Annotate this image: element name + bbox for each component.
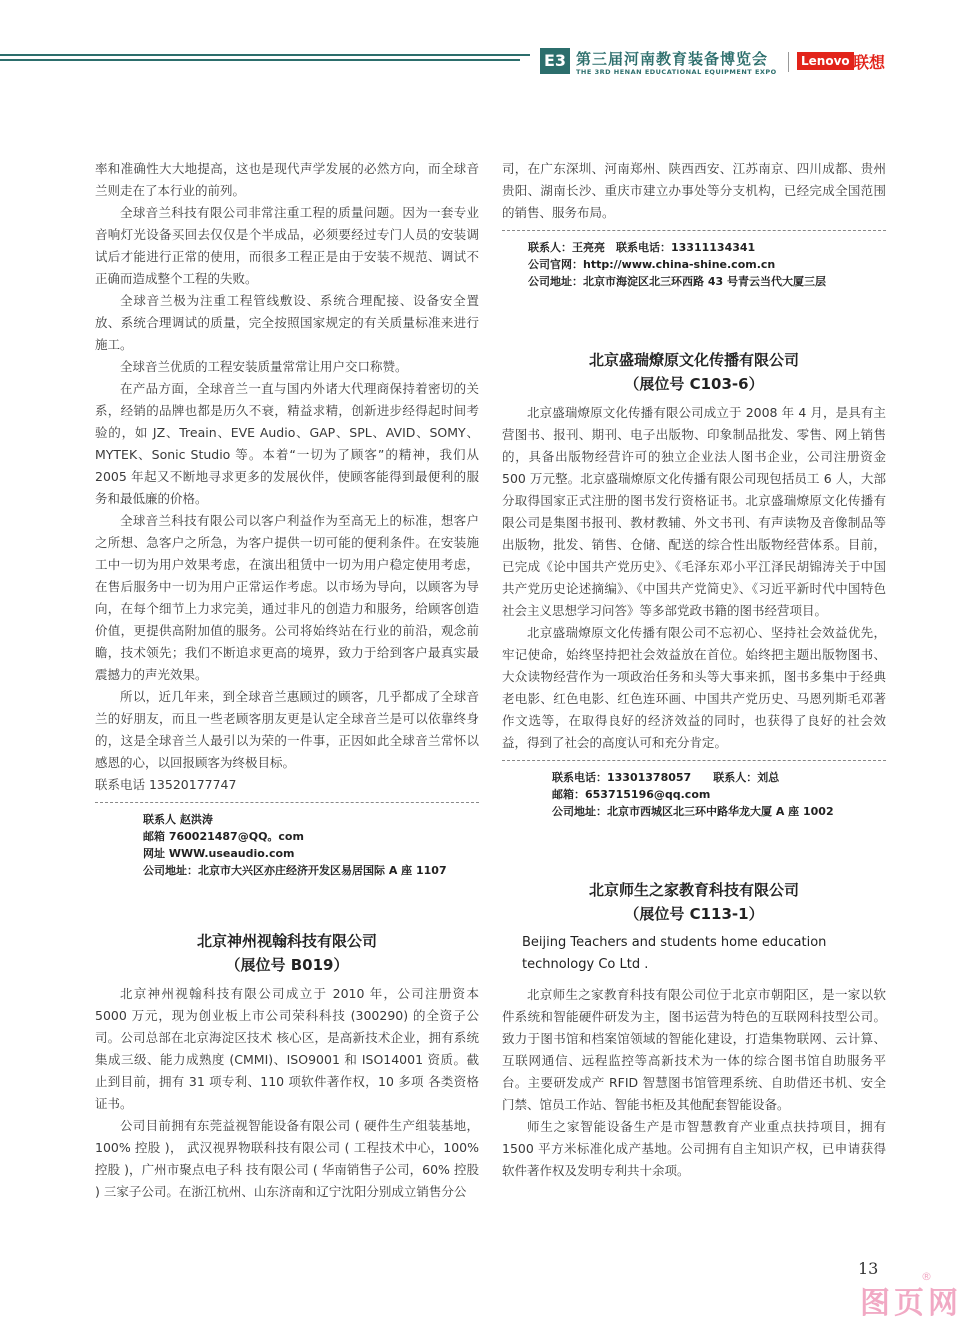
contact-person: 联系人 赵洪涛 [143, 813, 213, 826]
header-rule [0, 59, 520, 61]
paragraph: 司，在广东深圳、河南郑州、陕西西安、江苏南京、四川成都、贵州贵阳、湖南长沙、重庆市建立办事处等分支机构，已经完成全国范围的销售、服务布局。 [502, 161, 886, 220]
paragraph: 师生之家智能设备生产是市智慧教育产业重点扶持项目，拥有 1500 平方米标准化成产基地。公司拥有自主知识产权，已申请获得软件著作权及发明专利共十余项。 [502, 1119, 886, 1178]
contact-email: 邮箱 760021487@QQ。com [143, 830, 304, 843]
contact-phone-person: 联系电话：13301378057 联系人：刘总 [552, 771, 780, 784]
paragraph: 北京盛瑞燎原文化传播有限公司不忘初心、坚持社会效益优先，牢记使命，始终坚持把社会效益放在首位。始终把主题出版物图书、大众读物经营作为一项政治任务和头等大事来抓，图书多集中于经典老电影、红色电影、红色连环画、中国共产党历史、马恩列斯毛邓著作文选等，在取得良好的经济效益的同时，也获得了良好的社会效益，得到了社会的高度认可和充分肯定。 [502, 625, 886, 750]
expo-logo-icon: E3 [540, 48, 570, 74]
paragraph: 全球音兰科技有限公司以客户利益作为至高无上的标准，想客户之所想、急客户之所急，为客户提供一切可能的便利条件。在安装施工中一切为用户效果考虑，在演出租赁中一切为用户稳定使用考虑，在售后服务中一切为用户正常运作考虑。以市场为导向，以顾客为导向，在每个细节上力求完美，通过非凡的创造力和服务，给顾客创造价值，更提供高附加值的服务。公司将始终站在行业的前沿，观念前瞻，技术领先；我们不断追求更高的境界，致力于给到客户最真实最震撼力的声光效果。 [95, 513, 479, 682]
company-title: 北京盛瑞燎原文化传播有限公司 [588, 351, 799, 369]
paragraph: 公司目前拥有东莞益视智能设备有限公司 ( 硬件生产组装基地，100% 控股 )， 武汉视界物联科技有限公司 ( 工程技术中心，100% 控股 )，广州市聚点电子科 技有限公司 ( 华南销售子公司，60% 控股 ) 三家子公司。在浙江杭州、山东济南和辽宁沈阳分别成立销售分公 [95, 1118, 479, 1199]
watermark-logo: 图页网 [860, 1286, 962, 1321]
right-column [502, 158, 886, 1182]
lenovo-logo: Lenovo [797, 52, 854, 70]
contact-address: 公司地址：北京市大兴区亦庄经济开发区易居国际 A 座 1107 [143, 864, 447, 877]
paragraph: 北京神州视翰科技有限公司成立于 2010 年，公司注册资本 5000 万元，现为创业板上市公司荣科科技 (300290) 的全资子公司。公司总部在北京海淀区技术 核心区，是高新技术企业，拥有系统集成三级、能力成熟度 (CMMI)、ISO9001 和 ISO14001 资质。截止到目前，拥有 31 项专利、110 项软件著作权，10 多项 各类资格证书。 [95, 986, 479, 1111]
paragraph: 全球音兰科技有限公司非常注重工程的质量问题。因为一套专业音响灯光设备买回去仅仅是个半成品，必须要经过专门人员的安装调试后才能进行正常的使用，而很多工程正是由于安装不规范、调试不正确而造成整个工程的失败。 [95, 205, 479, 286]
registered-mark: ® [921, 1270, 932, 1283]
paragraph: 全球音兰极为注重工程管线敷设、系统合理配接、设备安全置放、系统合理调试的质量，完全按照国家规定的有关质量标准来进行施工。 [95, 293, 479, 352]
booth-number: （展位号 C113-1） [624, 905, 764, 923]
expo-title-cn: 第三届河南教育装备博览会 [576, 50, 769, 68]
contact-email: 邮箱：653715196@qq.com [552, 788, 711, 801]
left-column [95, 158, 479, 1203]
paragraph: 全球音兰优质的工程安装质量常常让用户交口称赞。 [120, 359, 408, 374]
contact-block [143, 811, 479, 879]
paragraph: 北京盛瑞燎原文化传播有限公司成立于 2008 年 4 月，是具有主营图书、报刊、期刊、电子出版物、印象制品批发、零售、网上销售的，具备出版物经营许可的独立企业法人图书企业，公司注册资金 500 万元整。北京盛瑞燎原文化传播有限公司现包括员工 6 人，大部分取得国家正式注册的图书发行资格证书。北京盛瑞燎原文化传播有限公司是集图书报刊、教材教辅、外文书刊、有声读物及音像制品等出版物，批发、销售、仓储、配送的综合性出版物经营体系。目前，已完成《论中国共产党历史》、《毛泽东邓小平江泽民胡锦涛关于中国共产党历史论述摘编》、《中国共产党简史》、《习近平新时代中国特色社会主义思想学习问答》等多部党政书籍的图书经营项目。 [502, 405, 886, 618]
contact-block [528, 239, 886, 290]
page-number: 13 [858, 1259, 879, 1278]
contact-website: 网址 WWW.useaudio.com [143, 847, 295, 860]
contact-person-phone: 联系人：王亮亮 联系电话：13311134341 [528, 241, 756, 254]
expo-header [0, 46, 980, 80]
paragraph: 北京师生之家教育科技有限公司位于北京市朝阳区，是一家以软件系统和智能硬件研发为主，图书运营为特色的互联网科技型公司。致力于图书馆和档案馆领域的智能化建设，打造集物联网、云计算、互联网通信、远程监控等高新技术为一体的综合图书馆自助服务平台。主要研发成产 RFID 智慧图书馆管理系统、自助借还书机、安全门禁、馆员工作站、智能书柜及其他配套智能设备。 [502, 987, 886, 1112]
header-divider [788, 52, 789, 72]
booth-number: （展位号 B019） [225, 956, 349, 974]
company-english-name: Beijing Teachers and students home education technology Co Ltd . [522, 935, 827, 972]
lenovo-logo-cn: 联想 [853, 53, 886, 72]
contact-website: 公司官网：http://www.china-shine.com.cn [528, 258, 776, 271]
dashed-divider [502, 760, 886, 761]
contact-address: 公司地址：北京市西城区北三环中路华龙大厦 A 座 1002 [552, 805, 834, 818]
dashed-divider [95, 802, 479, 803]
phone-line: 联系电话 13520177747 [95, 777, 237, 792]
company-title: 北京神州视翰科技有限公司 [196, 932, 377, 950]
dashed-divider [502, 230, 886, 231]
header-rule [0, 54, 530, 56]
contact-address: 公司地址：北京市海淀区北三环西路 43 号青云当代大厦三层 [528, 275, 826, 288]
expo-title-en: THE 3RD HENAN EDUCATIONAL EQUIPMENT EXPO [576, 68, 777, 76]
contact-block [552, 769, 886, 820]
company-title: 北京师生之家教育科技有限公司 [588, 881, 799, 899]
paragraph: 所以，近几年来，到全球音兰惠顾过的顾客，几乎都成了全球音兰的好朋友，而且一些老顾客朋友更是认定全球音兰是可以依靠终身的，这是全球音兰人最引以为荣的一件事，正因如此全球音兰常怀以感恩的心，以回报顾客为终极目标。 [95, 689, 479, 770]
paragraph: 率和准确性大大地提高，这也是现代声学发展的必然方向，而全球音兰则走在了本行业的前列。 [95, 161, 479, 198]
paragraph: 在产品方面，全球音兰一直与国内外诸大代理商保持着密切的关系，经销的品牌也都是历久不衰，精益求精，创新进步经得起时间考验的，如 JZ、Treain、EVE Audio、GAP、SPL、AVID、SOMY、MYTEK、Sonic Studio 等。本着“一切为了顾客”的精神，我们从 2005 年起又不断地寻求更多的发展伙伴，使顾客能得到最便利的服务和最低廉的价格。 [95, 381, 479, 506]
booth-number: （展位号 C103-6） [624, 375, 764, 393]
